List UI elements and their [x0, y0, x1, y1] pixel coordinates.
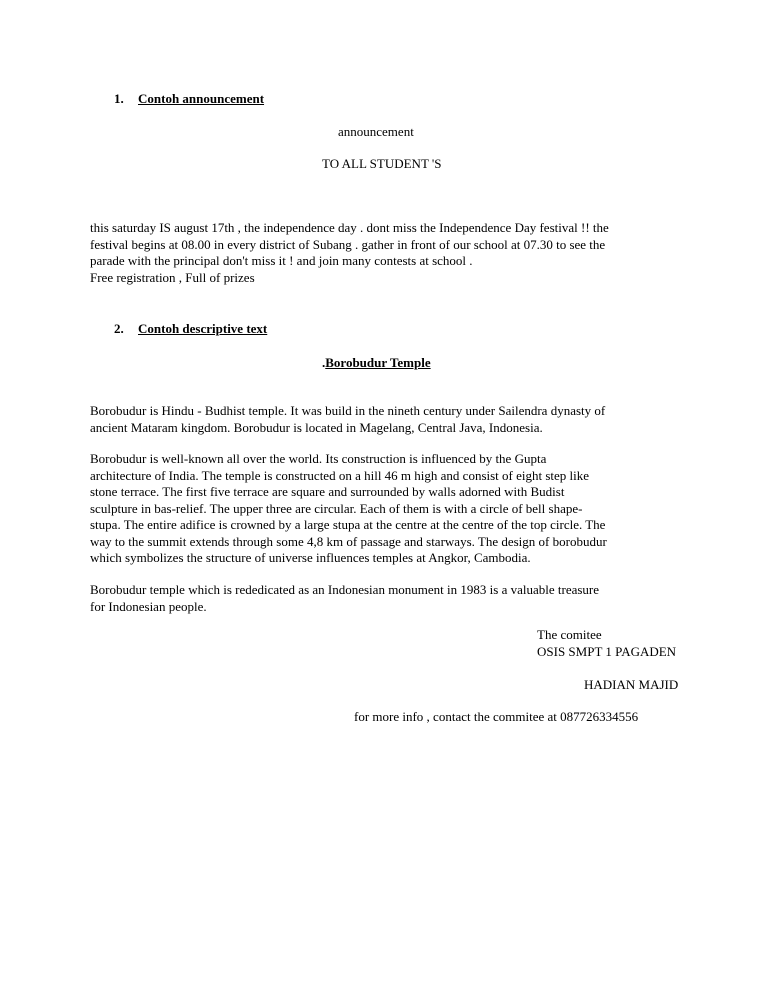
announcement-recipient: TO ALL STUDENT 'S [322, 156, 442, 171]
signature-name: HADIAN MAJID [584, 677, 679, 692]
paragraph-line: Borobudur is Hindu - Budhist temple. It was build in the nineth century under Sailendra dynasty of [90, 403, 606, 418]
paragraph-line: Borobudur temple which is rededicated as an Indonesian monument in 1983 is a valuable treasure [90, 582, 600, 597]
paragraph-line: Borobudur is well-known all over the world. Its construction is influenced by the Gupta [90, 451, 547, 466]
paragraph-line: sculpture in bas-relief. The upper three are circular. Each of them is with a circle of bell shape- [90, 500, 583, 516]
paragraph-line: ancient Mataram kingdom. Borobudur is located in Magelang, Central Java, Indonesia. [90, 419, 543, 435]
descriptive-paragraph-2 [90, 451, 680, 567]
descriptive-title [322, 354, 431, 371]
contact-info: for more info , contact the commitee at 087726334556 [354, 709, 639, 724]
descriptive-title-text: Borobudur Temple [325, 355, 431, 370]
paragraph-line: stone terrace. The first five terrace are square and surrounded by walls adorned with Budist [90, 484, 565, 499]
descriptive-paragraph-3 [90, 582, 680, 615]
section1-number: 1. [114, 91, 124, 106]
paragraph-line: stupa. The entire adifice is crowned by a large stupa at the centre at the centre of the top circle. The [90, 517, 606, 532]
section2-heading [114, 320, 267, 337]
paragraph-line: architecture of India. The temple is constructed on a hill 46 m high and consist of eight step like [90, 467, 590, 483]
paragraph-line: which symbolizes the structure of universe influences temples at Angkor, Cambodia. [90, 550, 531, 565]
announcement-body-line: festival begins at 08.00 in every district of Subang . gather in front of our school at 07.30 to see the [90, 236, 606, 252]
section2-number: 2. [114, 321, 124, 336]
announcement-body-line: parade with the principal don't miss it ! and join many contests at school . [90, 253, 473, 268]
section2-heading-text: Contoh descriptive text [138, 321, 268, 336]
announcement-title: announcement [338, 124, 414, 139]
descriptive-paragraph-1 [90, 403, 680, 436]
signature-line-1: The comitee [537, 627, 602, 642]
announcement-body-line: this saturday IS august 17th , the independence day . dont miss the Independence Day festival !! the [90, 220, 609, 235]
paragraph-line: way to the summit extends through some 4,8 km of passage and starways. The design of borobudur [90, 533, 607, 549]
section1-heading-text: Contoh announcement [138, 91, 265, 106]
descriptive-title-prefix: . [322, 355, 326, 370]
announcement-body-line: Free registration , Full of prizes [90, 269, 255, 285]
signature-line-2: OSIS SMPT 1 PAGADEN [537, 644, 677, 659]
section1-heading [114, 90, 264, 107]
paragraph-line: for Indonesian people. [90, 598, 207, 614]
announcement-body [90, 220, 680, 286]
